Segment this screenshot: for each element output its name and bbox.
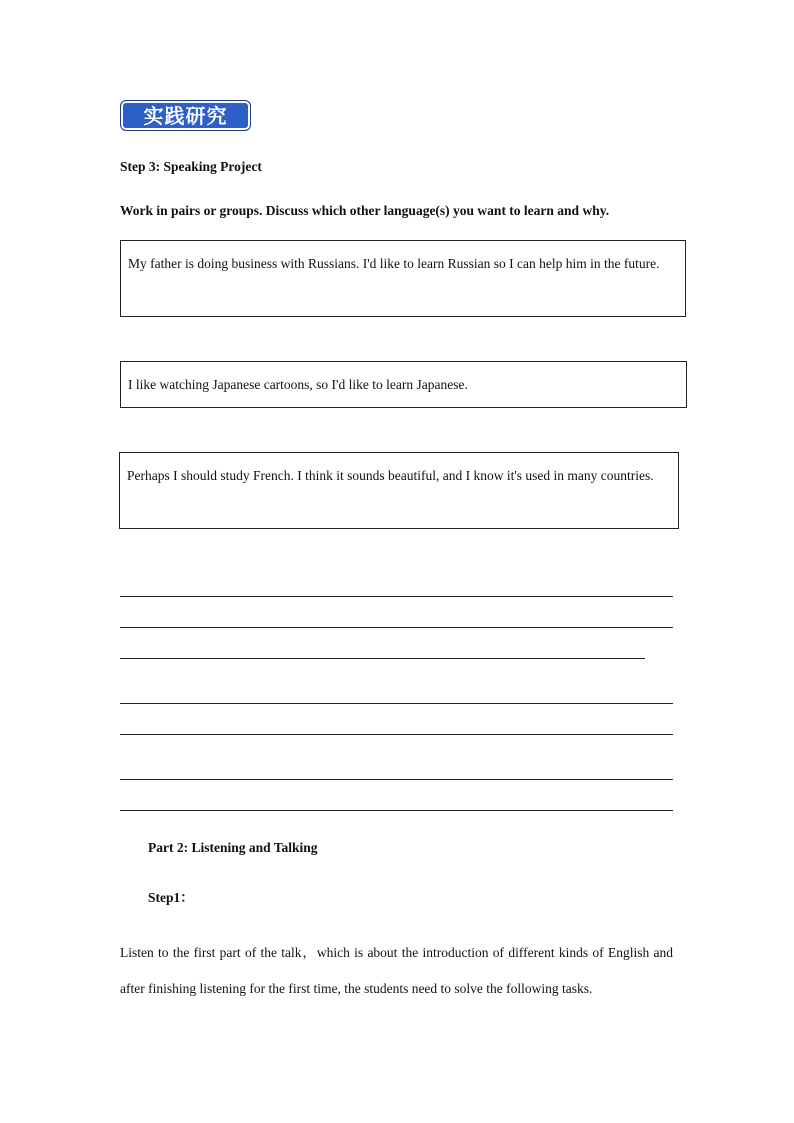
answer-line <box>120 627 673 628</box>
answer-line <box>120 734 673 735</box>
answer-line <box>120 703 673 704</box>
step3-heading: Step 3: Speaking Project <box>120 159 262 174</box>
example-text: I like watching Japanese cartoons, so I'd like to learn Japanese. <box>128 377 468 392</box>
answer-line <box>120 658 645 659</box>
example-text: My father is doing business with Russians. I'd like to learn Russian so I can help him in the future. <box>128 256 660 271</box>
example-text: Perhaps I should study French. I think it sounds beautiful, and I know it's used in many countries. <box>127 468 654 483</box>
answer-line <box>120 779 673 780</box>
example-box-2 <box>120 361 687 408</box>
section-badge <box>120 100 251 131</box>
example-box-3 <box>119 452 679 529</box>
part2-heading: Part 2: Listening and Talking <box>148 840 318 855</box>
answer-line <box>120 810 673 811</box>
step1-heading: Step1： <box>148 890 194 905</box>
instruction-text: Work in pairs or groups. Discuss which other language(s) you want to learn and why. <box>120 203 610 218</box>
section-badge-label: 实践研究 <box>143 104 228 128</box>
listening-instruction-text: Listen to the first part of the talk，which is about the introduction of different kinds of English and after finishing listening for the first time, the students need to solve the following tasks. <box>120 945 673 996</box>
example-box-1 <box>120 240 686 317</box>
answer-line <box>120 596 673 597</box>
listening-instruction <box>120 935 673 1007</box>
